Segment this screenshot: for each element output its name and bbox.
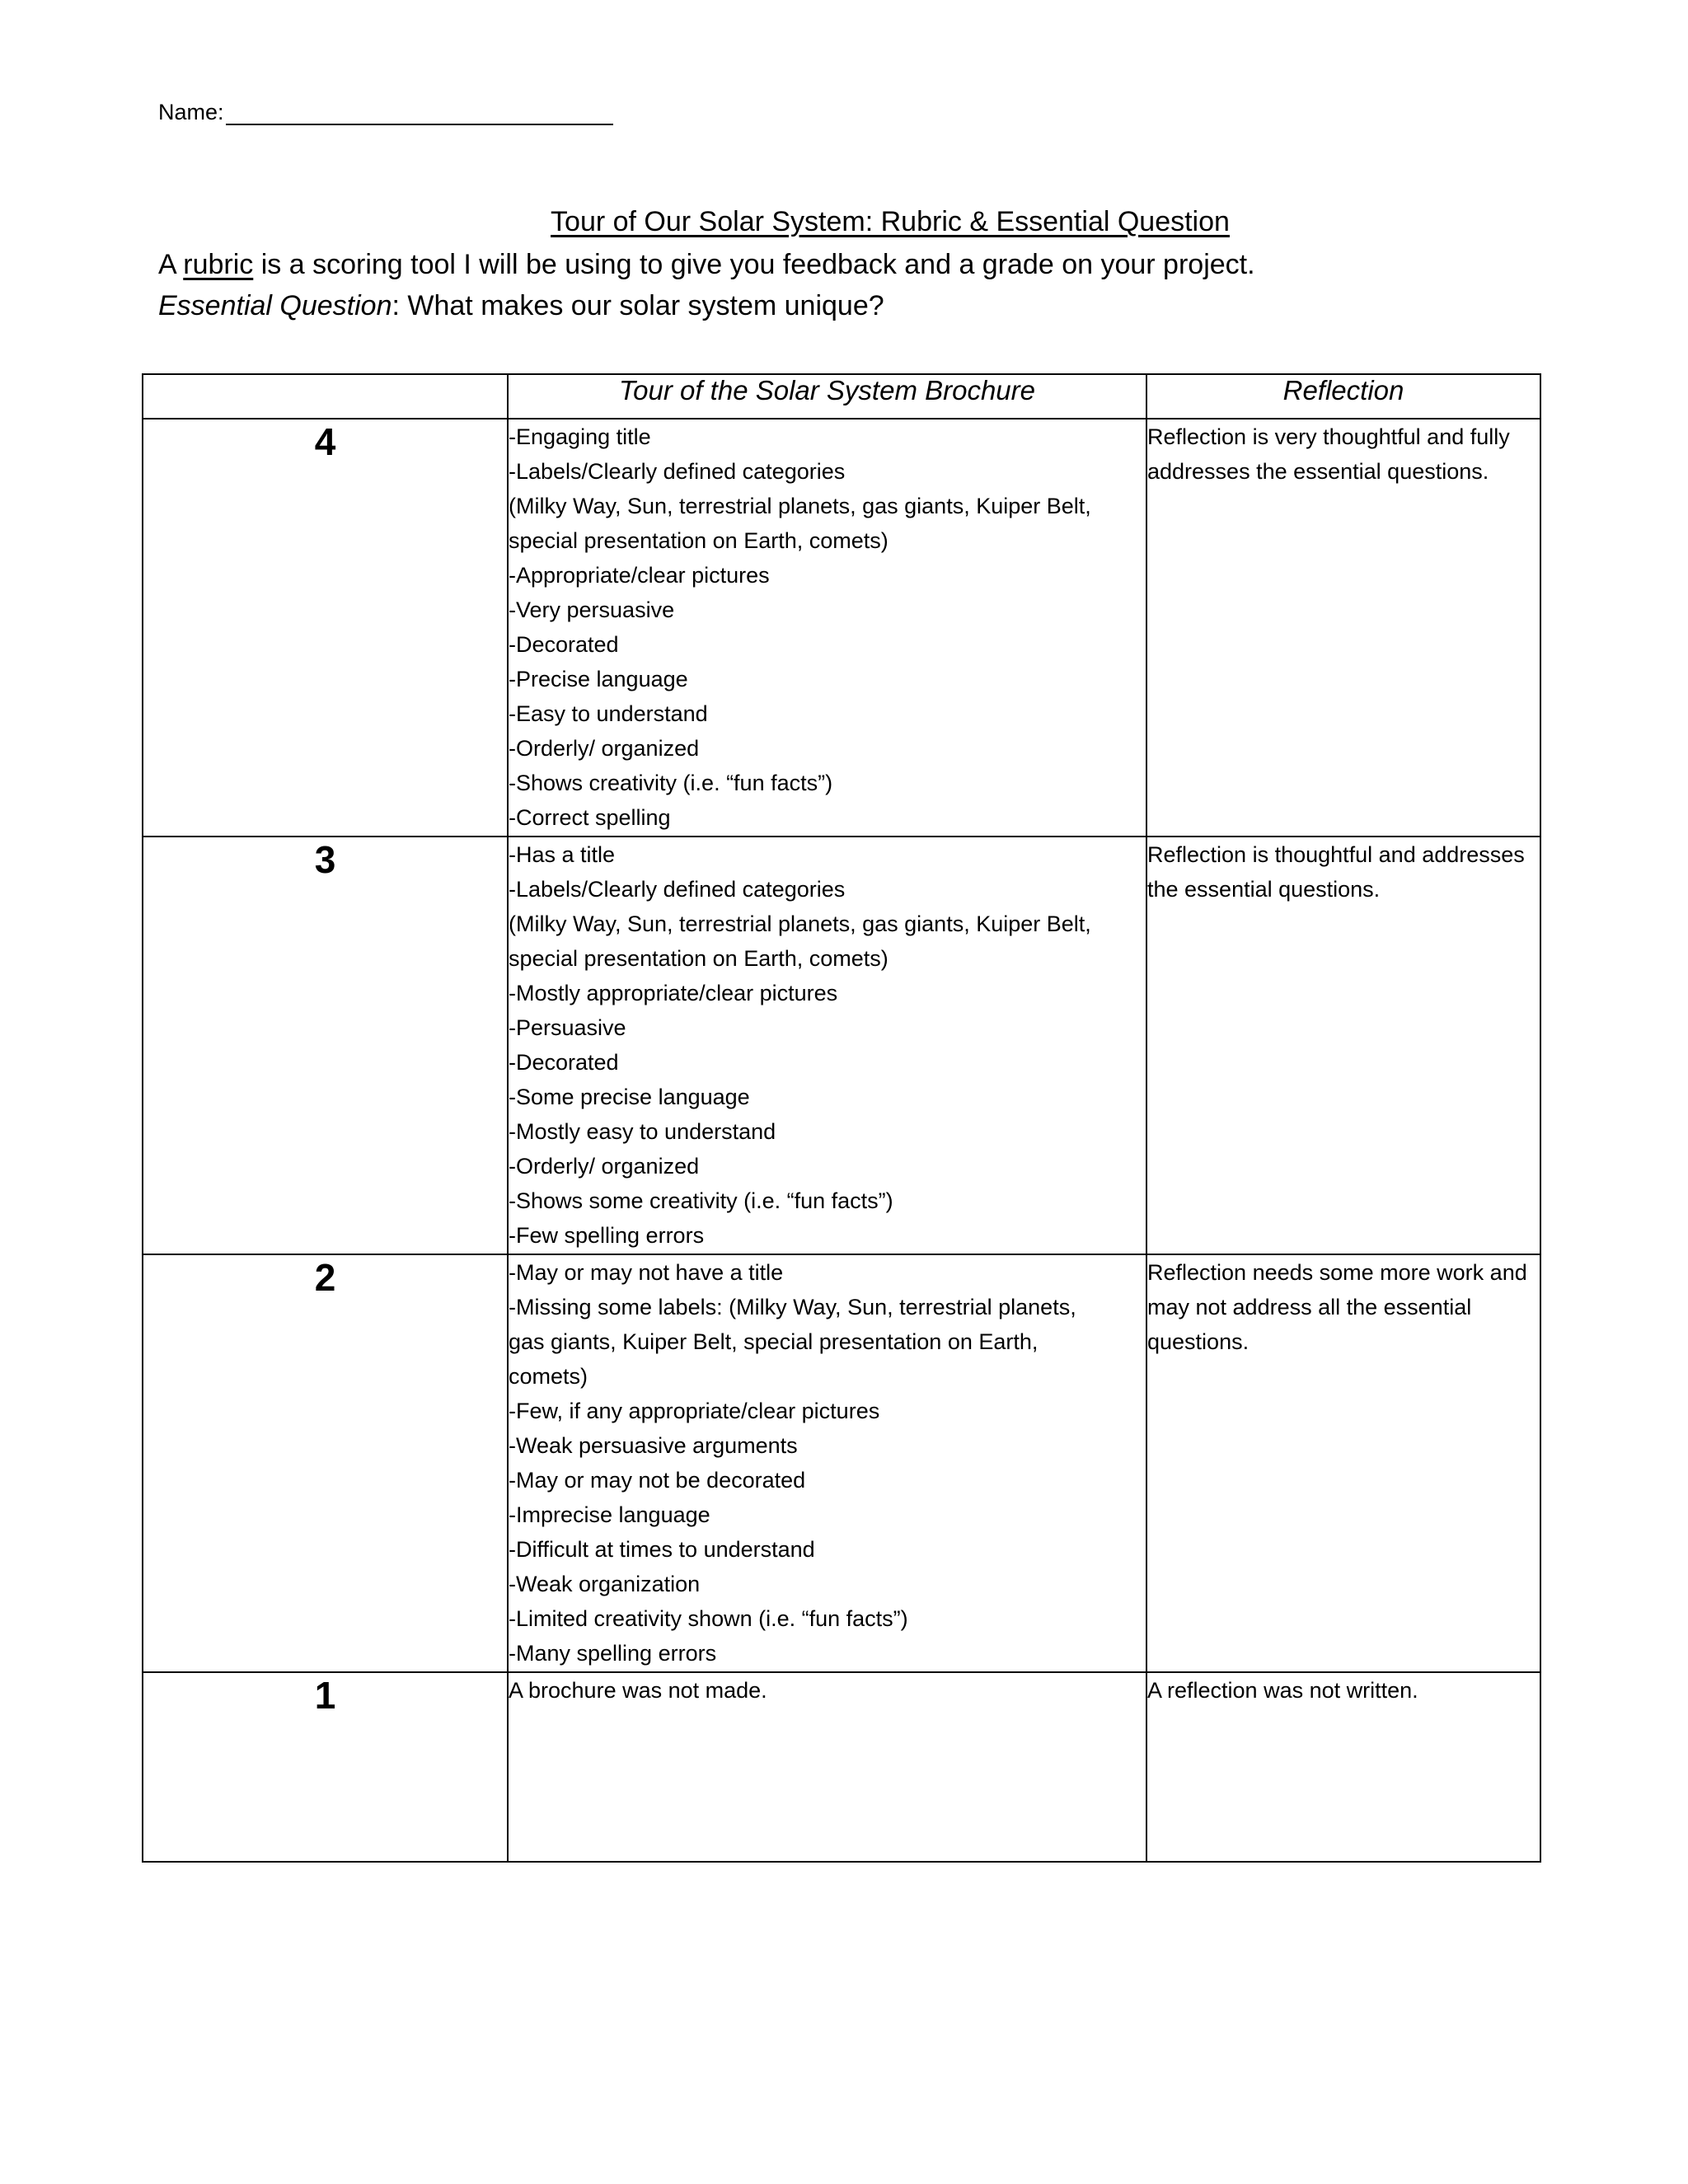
rubric-table xyxy=(142,373,1541,1863)
essential-question-text: : What makes our solar system unique? xyxy=(392,290,884,321)
criterion-line: -Shows creativity (i.e. “fun facts”) xyxy=(509,771,833,795)
criterion-line: -Missing some labels: (Milky Way, Sun, terrestrial planets, xyxy=(509,1295,1076,1319)
score-cell: 1 xyxy=(143,1672,508,1862)
essential-question xyxy=(158,290,884,322)
brochure-criteria-cell xyxy=(508,1254,1146,1672)
criterion-line: -Weak persuasive arguments xyxy=(509,1433,798,1458)
criterion-line: -Labels/Clearly defined categories xyxy=(509,877,846,902)
rubric-row-4 xyxy=(143,419,1540,837)
criterion-line: -Has a title xyxy=(509,842,616,867)
criterion-line: -Imprecise language xyxy=(509,1502,710,1527)
brochure-criteria-cell xyxy=(508,837,1146,1254)
rubric-row-3 xyxy=(143,837,1540,1254)
criterion-line: -Few spelling errors xyxy=(509,1223,705,1248)
criterion-line: -Persuasive xyxy=(509,1015,626,1040)
criterion-line: -Mostly appropriate/clear pictures xyxy=(509,981,838,1005)
name-field xyxy=(158,99,613,125)
criterion-line: -Mostly easy to understand xyxy=(509,1119,776,1144)
criterion-line: -Difficult at times to understand xyxy=(509,1537,815,1562)
criterion-line: -Decorated xyxy=(509,1050,619,1075)
criterion-line: gas giants, Kuiper Belt, special presentation on Earth, xyxy=(509,1329,1039,1354)
criterion-line: (Milky Way, Sun, terrestrial planets, gas giants, Kuiper Belt, xyxy=(509,494,1091,518)
name-blank-line[interactable] xyxy=(226,99,613,125)
intro-suffix: is a scoring tool I will be using to give you feedback and a grade on your project. xyxy=(253,249,1255,280)
score-cell: 4 xyxy=(143,419,508,837)
criterion-line: -Engaging title xyxy=(509,424,651,449)
criterion-line: -Many spelling errors xyxy=(509,1641,717,1666)
criterion-line: -May or may not be decorated xyxy=(509,1468,806,1493)
reflection-cell: Reflection needs some more work and may not address all the essential questions. xyxy=(1146,1254,1540,1672)
criterion-line: (Milky Way, Sun, terrestrial planets, gas giants, Kuiper Belt, xyxy=(509,912,1091,936)
rubric-term: rubric xyxy=(183,249,254,280)
header-reflection: Reflection xyxy=(1146,374,1540,419)
score-cell: 2 xyxy=(143,1254,508,1672)
criterion-line: -Precise language xyxy=(509,667,688,691)
brochure-criteria-cell xyxy=(508,419,1146,837)
criterion-line: -Few, if any appropriate/clear pictures xyxy=(509,1399,880,1423)
criterion-line: -Shows some creativity (i.e. “fun facts”) xyxy=(509,1188,893,1213)
criterion-line: comets) xyxy=(509,1364,588,1389)
rubric-header-row xyxy=(143,374,1540,419)
criterion-line: -Orderly/ organized xyxy=(509,1154,700,1179)
header-score xyxy=(143,374,508,419)
criterion-line: -Orderly/ organized xyxy=(509,736,700,761)
criterion-line: -Appropriate/clear pictures xyxy=(509,563,770,588)
reflection-cell: A reflection was not written. xyxy=(1146,1672,1540,1862)
rubric-row-1 xyxy=(143,1672,1540,1862)
criterion-line: -Decorated xyxy=(509,632,619,657)
criterion-line: special presentation on Earth, comets) xyxy=(509,946,889,971)
brochure-criteria-cell xyxy=(508,1672,1146,1862)
rubric-row-2 xyxy=(143,1254,1540,1672)
criterion-line: -Some precise language xyxy=(509,1085,750,1109)
criterion-line: -Labels/Clearly defined categories xyxy=(509,459,846,484)
criterion-line: -Very persuasive xyxy=(509,598,675,622)
criterion-line: A brochure was not made. xyxy=(509,1678,767,1703)
criterion-line: -Limited creativity shown (i.e. “fun facts”) xyxy=(509,1606,908,1631)
intro-text xyxy=(158,249,1255,281)
essential-question-label: Essential Question xyxy=(158,290,392,321)
criterion-line: -May or may not have a title xyxy=(509,1260,784,1285)
name-label: Name: xyxy=(158,100,224,124)
score-cell: 3 xyxy=(143,837,508,1254)
reflection-cell: Reflection is very thoughtful and fully addresses the essential questions. xyxy=(1146,419,1540,837)
page-title: Tour of Our Solar System: Rubric & Essential Question xyxy=(551,206,1230,237)
intro-prefix: A xyxy=(158,249,184,280)
criterion-line: special presentation on Earth, comets) xyxy=(509,528,889,553)
criterion-line: -Weak organization xyxy=(509,1572,701,1596)
header-brochure: Tour of the Solar System Brochure xyxy=(508,374,1146,419)
criterion-line: -Correct spelling xyxy=(509,805,671,830)
reflection-cell: Reflection is thoughtful and addresses the essential questions. xyxy=(1146,837,1540,1254)
criterion-line: -Easy to understand xyxy=(509,701,708,726)
